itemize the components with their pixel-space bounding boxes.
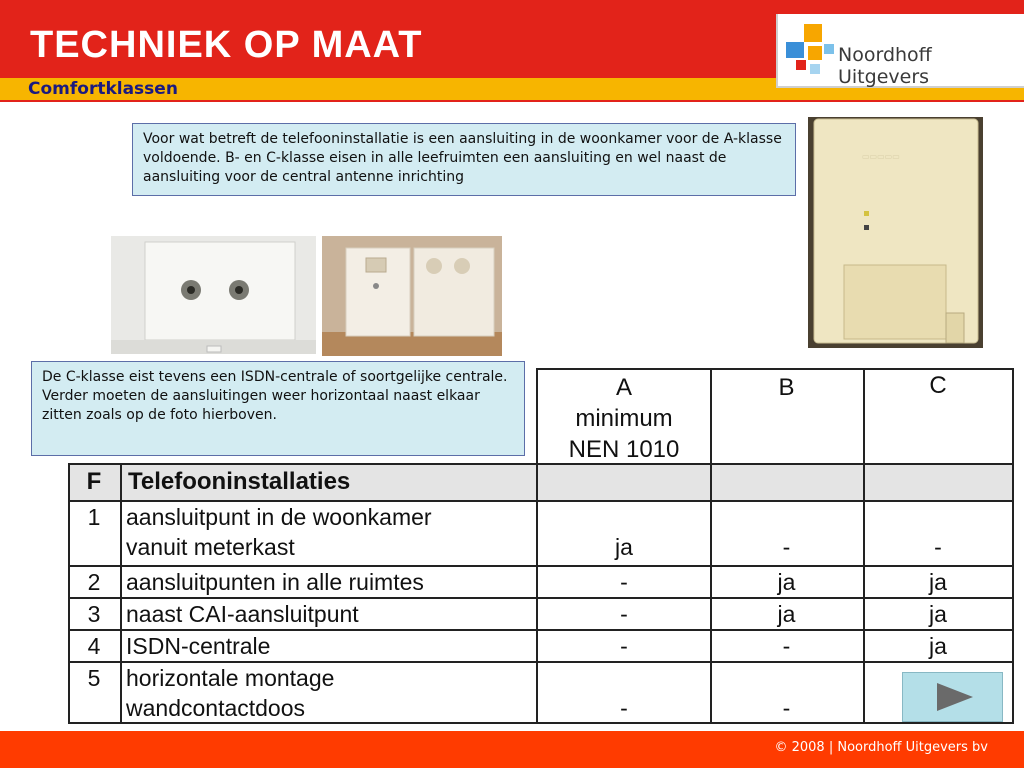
column-header-a	[538, 368, 710, 463]
row-label	[126, 599, 536, 629]
row-label-line1: aansluitpunten in alle ruimtes	[126, 569, 424, 595]
section-code: F	[86, 468, 102, 495]
cell-c: ja	[929, 569, 947, 595]
cell-b: -	[782, 534, 791, 560]
logo-mark-icon	[786, 24, 836, 80]
cell-b: -	[782, 633, 791, 659]
logo-text: Noordhoff Uitgevers	[838, 44, 932, 88]
wall-socket-photo	[322, 236, 502, 356]
cell-b: ja	[777, 601, 796, 627]
cell-c: ja	[929, 601, 947, 627]
next-slide-button[interactable]	[902, 672, 1003, 722]
row-label-line1: aansluitpunt in de woonkamer	[126, 504, 432, 530]
row-label-line2: vanuit meterkast	[126, 534, 295, 560]
cell-a: -	[620, 633, 628, 659]
cell-a: -	[620, 601, 628, 627]
row-label-line1: horizontale montage	[126, 665, 335, 691]
copyright-text: © 2008 | Noordhoff Uitgevers bv	[774, 740, 988, 755]
row-label	[126, 631, 536, 661]
column-a-line1: A	[615, 374, 632, 401]
coax-outlet-photo	[111, 236, 316, 354]
cell-b: -	[782, 695, 791, 721]
play-triangle-icon	[903, 673, 1002, 721]
column-a-line2: minimum	[575, 405, 673, 432]
svg-text:▭▭▭▭▭: ▭▭▭▭▭	[862, 152, 900, 161]
column-header-c: C	[929, 372, 947, 399]
column-header-b: B	[778, 374, 795, 401]
column-a-line3: NEN 1010	[568, 436, 680, 463]
row-label	[126, 567, 536, 597]
cell-a: -	[620, 695, 628, 721]
row-label	[126, 663, 536, 722]
row-label-line2: wandcontactdoos	[126, 695, 306, 721]
row-number: 1	[87, 504, 101, 530]
info-box-bottom: De C-klasse eist tevens een ISDN-centrale of soortgelijke centrale. Verder moeten de aansluitingen weer horizontaal naast elkaar zitten zoals op de foto hierboven.	[31, 361, 525, 456]
telephone-box-photo	[808, 117, 983, 348]
row-number: 5	[87, 665, 101, 691]
row-number: 3	[87, 601, 101, 627]
cell-b: ja	[777, 569, 796, 595]
cell-a: ja	[615, 534, 633, 560]
row-label-line1: ISDN-centrale	[126, 633, 271, 659]
publisher-logo	[776, 14, 1024, 88]
footer-bar	[0, 731, 1024, 768]
info-box-top: Voor wat betreft de telefooninstallatie is een aansluiting in de woonkamer voor de A-klasse voldoende. B- en C-klasse eisen in alle leefruimten een aansluiting en wel naast de aansluiting voor de central antenne inrichting	[132, 123, 796, 196]
row-number: 4	[87, 633, 101, 659]
requirements-table	[68, 368, 1014, 724]
row-label	[126, 502, 536, 565]
cell-c: ja	[929, 633, 947, 659]
cell-c: -	[934, 534, 942, 560]
row-number: 2	[87, 569, 101, 595]
cell-a: -	[620, 569, 628, 595]
row-label-line1: naast CAI-aansluitpunt	[126, 601, 359, 627]
section-subtitle: Comfortklassen	[28, 79, 178, 99]
page-title: TECHNIEK OP MAAT	[30, 24, 423, 66]
section-title: Telefooninstallaties	[128, 468, 351, 495]
